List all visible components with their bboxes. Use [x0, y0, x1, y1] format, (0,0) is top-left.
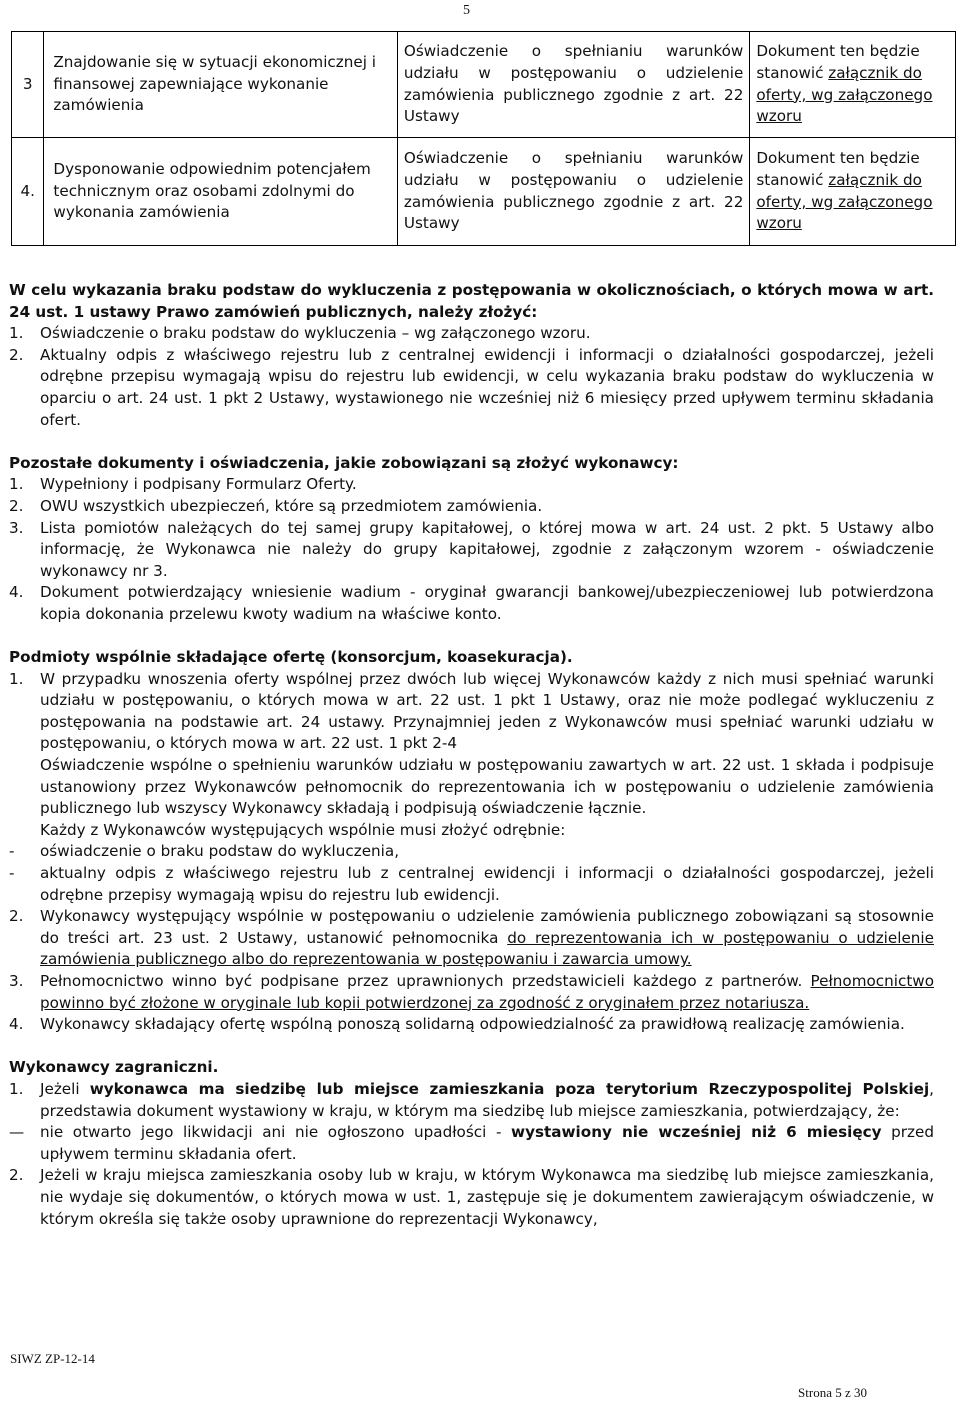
consortium-heading: Podmioty wspólnie składające ofertę (konsorcjum, koasekuracja).: [9, 648, 573, 667]
document-note: [750, 138, 956, 246]
table-row: [12, 138, 956, 246]
list-item: [9, 971, 934, 1014]
list-item: [9, 906, 934, 971]
bold-text: wystawiony nie wcześniej niż 6 miesięcy: [511, 1123, 882, 1142]
list-item: [9, 518, 934, 583]
footer-document-id: SIWZ ZP-12-14: [10, 1351, 95, 1366]
dash-item: [9, 863, 934, 906]
list-text: Jeżeli w kraju miejsca zamieszkania osoby lub w kraju, w którym Wykonawca ma siedzibę lub miejsce zamieszkania, nie wydaje się dokumentów, o których mowa w ust. 1, zastępuje się je dokumentem zawierającym oświadczenie, w którym określa się także osoby uprawnione do reprezentacji Wykonawcy,: [40, 1166, 934, 1228]
dash-item: [9, 1122, 934, 1165]
row-number: 4.: [12, 138, 44, 246]
dash-marker: -: [9, 842, 15, 861]
list-item: [9, 345, 934, 431]
list-marker: 2.: [9, 345, 24, 364]
document-note: [750, 32, 956, 138]
foreign-contractors-heading: Wykonawcy zagraniczni.: [9, 1058, 219, 1077]
list-text: przed upływem terminu składania ofert.: [40, 1123, 935, 1163]
list-text: Jeżeli: [40, 1079, 90, 1098]
required-statement: Oświadczenie o spełnianiu warunków udziału w postępowaniu o udzielenie zamówienia publicznego zgodnie z art. 22 Ustawy: [397, 138, 749, 246]
list-item: [9, 669, 934, 755]
requirements-table: [11, 31, 956, 246]
condition-description: Znajdowanie się w sytuacji ekonomicznej i finansowej zapewniające wykonanie zamówienia: [44, 32, 397, 138]
list-text: OWU wszystkich ubezpieczeń, które są przedmiotem zamówienia.: [40, 496, 543, 515]
list-text: nie otwarto jego likwidacji ani nie ogłoszono upadłości -: [40, 1123, 512, 1142]
list-item: [9, 1079, 934, 1122]
list-text: aktualny odpis z właściwego rejestru lub z centralnej ewidencji i informacji o działalności gospodarczej, jeżeli odrębne przepisy wymagają wpisu do rejestru lub ewidencji.: [40, 864, 934, 904]
list-item: [9, 1014, 934, 1036]
condition-description: Dysponowanie odpowiednim potencjałem technicznym oraz osobami zdolnymi do wykonania zamówienia: [44, 138, 397, 246]
row-number: 3: [12, 32, 44, 138]
list-text: W przypadku wnoszenia oferty wspólnej przez dwóch lub więcej Wykonawców każdy z nich musi spełniać warunki udziału w postępowaniu, o których mowa w art. 22 ust. 1 pkt 1 Ustawy, oraz nie może podlegać wykluczeniu z postępowania na podstawie art. 24 ustawy. Przynajmniej jeden z Wykonawców musi spełniać warunki udziału w postępowaniu, o których mowa w art. 22 ust. 1 pkt 2-4: [40, 669, 934, 753]
dash-marker: -: [9, 864, 15, 883]
list-marker: 2.: [9, 907, 24, 926]
attachment-link-text: załącznik do oferty, wg załączonego wzoru: [756, 170, 933, 233]
list-item: [9, 496, 934, 518]
list-text: Aktualny odpis z właściwego rejestru lub z centralnej ewidencji i informacji o działalności gospodarczej, jeżeli odrębne przepisu wymagają wpisu do rejestru lub ewidencji, w celu wykazania braku podstaw do wykluczenia w oparciu o art. 24 ust. 1 pkt 2 Ustawy, wystawionego nie wcześniej niż 6 miesięcy przed upływem terminu składania ofert.: [40, 345, 934, 429]
list-marker: 4.: [9, 1015, 24, 1034]
list-marker: 2.: [9, 1166, 24, 1185]
list-text: Wykonawcy składający ofertę wspólną ponoszą solidarną odpowiedzialność za prawidłową realizację zamówienia.: [40, 1015, 905, 1034]
other-documents-heading: Pozostałe dokumenty i oświadczenia, jakie zobowiązani są złożyć wykonawcy:: [9, 453, 679, 472]
list-item: [9, 474, 934, 496]
footer-page-counter: Strona 5 z 30: [798, 1385, 867, 1400]
list-text: Pełnomocnictwo winno być podpisane przez uprawnionych przedstawicieli każdego z partnerów.: [40, 972, 811, 990]
list-item: [9, 582, 934, 625]
list-marker: 1.: [9, 669, 24, 688]
document-body: [9, 280, 934, 1230]
list-marker: 1.: [9, 475, 24, 494]
list-marker: 1.: [9, 324, 24, 343]
attachment-link-text: załącznik do oferty, wg załączonego wzoru: [756, 63, 933, 126]
list-item: [9, 1165, 934, 1230]
list-marker: 2.: [9, 496, 24, 515]
exclusion-heading: W celu wykazania braku podstaw do wykluczenia z postępowania w okolicznościach, o których mowa w art. 24 ust. 1 ustawy Prawo zamówień publicznych, należy złożyć:: [9, 281, 934, 321]
list-text: Lista pomiotów należących do tej samej grupy kapitałowej, o której mowa w art. 24 ust. 2 pkt. 5 Ustawy albo informację, że Wykonawca nie należy do grupy kapitałowej, zgodnie z załączonym wzorem - oświadczenie wykonawcy nr 3.: [40, 518, 934, 580]
list-marker: 1.: [9, 1079, 24, 1098]
list-marker: 3.: [9, 972, 24, 990]
bold-text: wykonawca ma siedzibę lub miejsce zamieszkania poza terytorium Rzeczypospolitej Polskiej: [89, 1079, 930, 1098]
list-text: , przedstawia dokument wystawiony w kraju, w którym ma siedzibę lub miejsce zamieszkania, potwierdzający, że:: [40, 1079, 934, 1120]
list-marker: 4.: [9, 583, 24, 602]
list-text: Dokument potwierdzający wniesienie wadium - oryginał gwarancji bankowej/ubezpieczeniowej lub potwierdzona kopia dokonania przelewu kwoty wadium na właściwe konto.: [40, 583, 934, 623]
page-number: 5: [463, 3, 470, 18]
document-note-text: Dokument ten będzie stanowić: [756, 42, 920, 82]
list-marker: 3.: [9, 518, 24, 537]
paragraph: Każdy z Wykonawców występujących wspólnie musi złożyć odrębnie:: [40, 820, 566, 839]
list-text: oświadczenie o braku podstaw do wykluczenia,: [40, 842, 400, 861]
dash-item: [9, 841, 934, 863]
underlined-text: Pełnomocnictwo powinno być złożone w oryginale lub kopii potwierdzonej za zgodność z oryginałem przez notariusza.: [40, 972, 934, 1012]
paragraph: Oświadczenie wspólne o spełnieniu warunków udziału w postępowaniu zawartych w art. 22 ust. 1 składa i podpisuje ustanowiony przez Wykonawców pełnomocnik do reprezentowania ich w postępowaniu o udzielenie zamówienia publicznego lub wszyscy Wykonawcy składają i podpisują oświadczenie łącznie.: [40, 756, 934, 818]
table-row: [12, 32, 956, 138]
list-text: Oświadczenie o braku podstaw do wykluczenia – wg załączonego wzoru.: [40, 324, 591, 343]
list-item: [9, 323, 934, 345]
underlined-text: do reprezentowania ich w postępowaniu o udzielenie zamówienia publicznego albo do reprezentowania w postępowaniu i zawarcia umowy.: [40, 928, 934, 969]
document-note-text: Dokument ten będzie stanowić: [756, 149, 920, 189]
required-statement: Oświadczenie o spełnianiu warunków udziału w postępowaniu o udzielenie zamówienia publicznego zgodnie z art. 22 Ustawy: [397, 32, 749, 138]
list-text: Wykonawcy występujący wspólnie w postępowaniu o udzielenie zamówienia publicznego zobowiązani są stosownie do treści art. 23 ust. 2 Ustawy, ustanowić pełnomocnika: [40, 907, 934, 947]
dash-marker: —: [9, 1123, 25, 1142]
list-text: Wypełniony i podpisany Formularz Oferty.: [40, 475, 357, 494]
